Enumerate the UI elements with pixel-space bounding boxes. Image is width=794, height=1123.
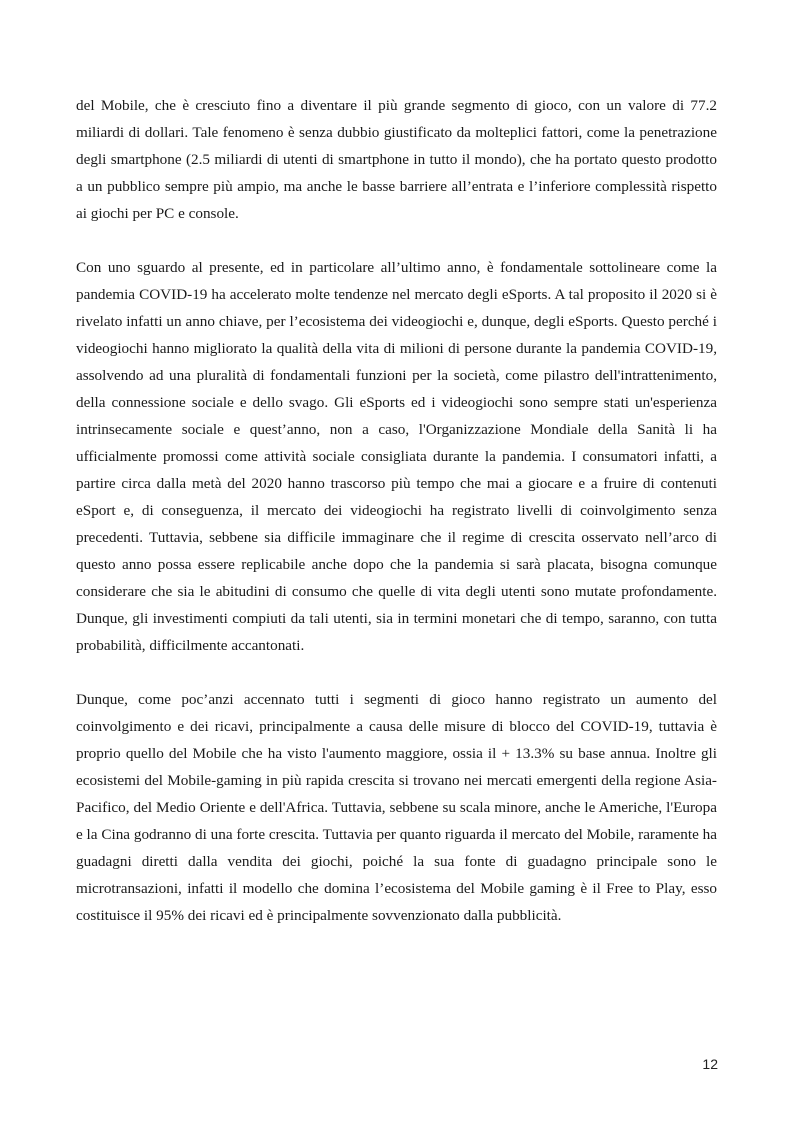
paragraph-mobile-growth: Dunque, come poc’anzi accennato tutti i segmenti di gioco hanno registrato un aumento del coinvolgimento e dei ricavi, principalmente a causa delle misure di blocco del COVID-19, tuttavia è proprio quello del Mobile che ha visto l'aumento maggiore, ossia il + 13.3% su base annua. Inoltre gli ecosistemi del Mobile-gaming in più rapida crescita si trovano nei mercati emergenti della regione Asia-Pacifico, del Medio Oriente e dell'Africa. Tuttavia, sebbene su scala minore, anche le Americhe, l'Europa e la Cina godranno di una forte crescita. Tuttavia per quanto riguarda il mercato del Mobile, raramente ha guadagni diretti dalla vendita dei giochi, poiché la sua fonte di guadagno principale sono le microtransazioni, infatti il modello che domina l’ecosistema del Mobile gaming è il Free to Play, esso costituisce il 95% dei ricavi ed è principalmente sovvenzionato dalla pubblicità.	[76, 691, 717, 924]
paragraph-mobile-segment: del Mobile, che è cresciuto fino a diventare il più grande segmento di gioco, con un valore di 77.2 miliardi di dollari. Tale fenomeno è senza dubbio giustificato da molteplici fattori, come la penetrazione degli smartphone (2.5 miliardi di utenti di smartphone in tutto il mondo), che ha portato questo prodotto a un pubblico sempre più ampio, ma anche le basse barriere all’entrata e l’inferiore complessità rispetto ai giochi per PC e console.	[76, 97, 717, 222]
page-body	[76, 92, 717, 929]
paragraph-covid-impact: Con uno sguardo al presente, ed in particolare all’ultimo anno, è fondamentale sottolineare come la pandemia COVID-19 ha accelerato molte tendenze nel mercato degli eSports. A tal proposito il 2020 si è rivelato infatti un anno chiave, per l’ecosistema dei videogiochi e, dunque, degli eSports. Questo perché i videogiochi hanno migliorato la qualità della vita di milioni di persone durante la pandemia COVID-19, assolvendo ad una pluralità di fondamentali funzioni per la società, come pilastro dell'intrattenimento, della connessione sociale e dello svago. Gli eSports ed i videogiochi sono sempre stati un'esperienza intrinsecamente sociale e quest’anno, non a caso, l'Organizzazione Mondiale della Sanità li ha ufficialmente promossi come attività sociale consigliata durante la pandemia. I consumatori infatti, a partire circa dalla metà del 2020 hanno trascorso più tempo che mai a giocare e a fruire di contenuti eSport e, di conseguenza, il mercato dei videogiochi ha registrato livelli di coinvolgimento senza precedenti. Tuttavia, sebbene sia difficile immaginare che il regime di crescita osservato nell’arco di questo anno possa essere replicabile anche dopo che la pandemia si sarà placata, bisogna comunque considerare che sia le abitudini di consumo che quelle di vita degli utenti sono mutate profondamente. Dunque, gli investimenti compiuti da tali utenti, sia in termini monetari che di tempo, saranno, con tutta probabilità, difficilmente accantonati.	[76, 259, 717, 654]
page-number: 12	[702, 1056, 718, 1072]
